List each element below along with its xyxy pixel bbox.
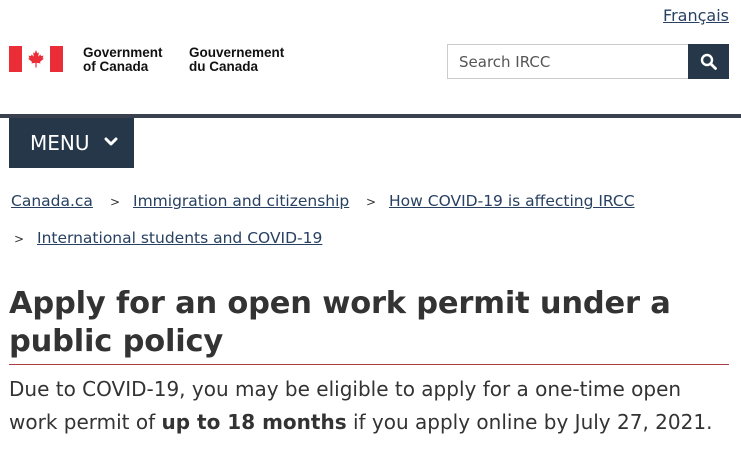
lead-emphasis: up to 18 months (161, 410, 347, 434)
breadcrumb-separator: > (366, 195, 377, 209)
government-wordmark (83, 46, 284, 74)
wordmark-fr-line1: Gouvernement (189, 45, 285, 60)
lead-paragraph (9, 373, 734, 439)
wordmark-en-line2: of Canada (83, 59, 149, 74)
government-of-canada-signature[interactable] (9, 46, 284, 74)
wordmark-fr-line2: du Canada (189, 59, 259, 74)
breadcrumb-link-canada[interactable]: Canada.ca (11, 192, 93, 210)
canada-flag-icon (9, 46, 63, 72)
breadcrumb-separator: > (14, 232, 25, 246)
lead-text-part1: Due to COVID-19, you may be eligible to apply for a one-time open work permit of (9, 377, 682, 434)
page-title: Apply for an open work permit under a public policy (9, 286, 671, 359)
breadcrumb-link-international-students[interactable]: International students and COVID-19 (37, 229, 323, 247)
wordmark-en-line1: Government (83, 45, 163, 60)
breadcrumb-link-covid-ircc[interactable]: How COVID-19 is affecting IRCC (389, 192, 635, 210)
lead-text-part2: if you apply online by July 27, 2021. (346, 410, 713, 434)
search-button[interactable] (688, 44, 729, 79)
menu-label: MENU (30, 131, 90, 155)
menu-button[interactable] (9, 118, 134, 168)
breadcrumb-separator: > (110, 195, 121, 209)
language-toggle-link[interactable]: Français (663, 6, 729, 25)
breadcrumb-link-immigration[interactable]: Immigration and citizenship (133, 192, 350, 210)
search-input[interactable] (447, 44, 688, 79)
title-underline (9, 364, 729, 365)
chevron-down-icon (104, 135, 118, 149)
search-icon (700, 53, 717, 70)
search-form (447, 44, 729, 79)
